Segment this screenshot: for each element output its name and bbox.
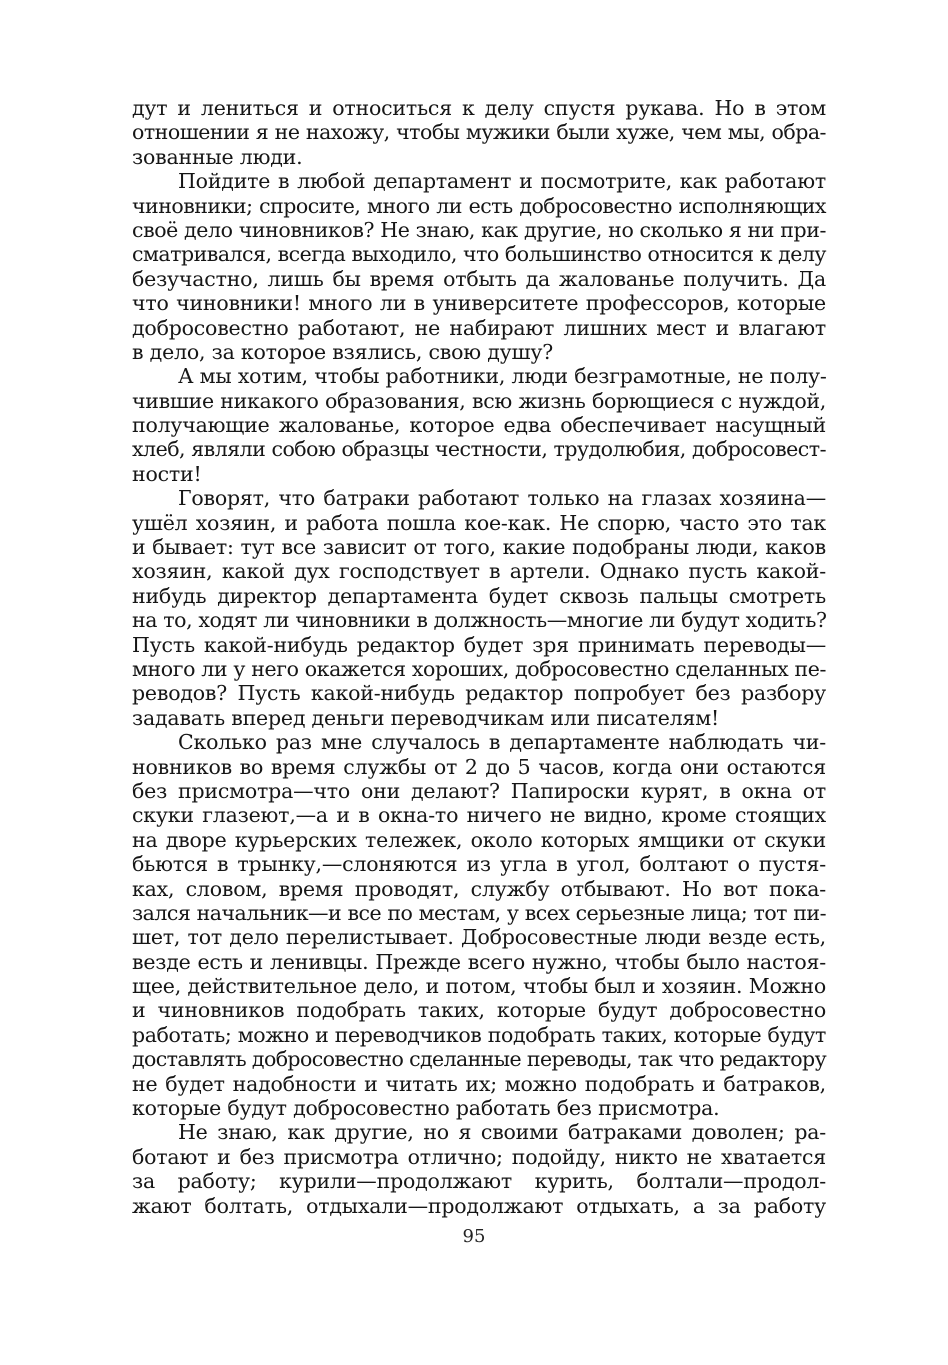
text-line: реводов? Пусть какой-нибудь редактор попробует без разбору bbox=[132, 681, 826, 706]
text-line: щее, действительное дело, и потом, чтобы был и хозяин. Можно bbox=[132, 974, 826, 999]
text-line: не будет надобности и читать их; можно подобрать и батраков, bbox=[132, 1071, 826, 1096]
text-line: А мы хотим, чтобы работники, люди безграмотные, не полу- bbox=[178, 364, 827, 389]
text-line: без присмотра—что они делают? Папироски курят, в окна от bbox=[132, 778, 826, 803]
text-line: на то, ходят ли чиновники в должность—многие ли будут ходить? bbox=[132, 608, 827, 633]
text-line: нибудь директор департамента будет сквозь пальцы смотреть bbox=[132, 583, 826, 608]
text-line: бьются в трынку,—слоняются из угла в угол, болтают о пустя- bbox=[132, 852, 826, 877]
text-line: которые будут добросовестно работать без присмотра. bbox=[132, 1096, 720, 1121]
text-line: что чиновники! много ли в университете профессоров, которые bbox=[132, 291, 826, 316]
text-line: безучастно, лишь бы время отбыть да жалованье получить. Да bbox=[132, 266, 826, 291]
text-line: хозяин, какой дух господствует в артели. Однако пусть какой- bbox=[132, 559, 826, 584]
text-line: ботают и без присмотра отлично; подойду, никто не хватается bbox=[132, 1144, 826, 1169]
text-line: отношении я не нахожу, чтобы мужики были хуже, чем мы, обра- bbox=[132, 120, 826, 145]
text-line: шет, тот дело перелистывает. Добросовестные люди везде есть, bbox=[132, 925, 826, 950]
text-line: на дворе курьерских тележек, около которых ямщики от скуки bbox=[132, 827, 826, 852]
text-line: ках, словом, время проводят, службу отбывают. Но вот пока- bbox=[132, 876, 826, 901]
text-line: хлеб, являли собою образцы честности, трудолюбия, добросовест- bbox=[132, 437, 826, 462]
text-line: жают болтать, отдыхали—продолжают отдыхать, а за работу bbox=[132, 1193, 826, 1218]
text-line: добросовестно работают, не набирают лишних мест и влагают bbox=[132, 315, 826, 340]
text-line: скуки глазеют,—а и в окна-то ничего не видно, кроме стоящих bbox=[132, 803, 826, 828]
text-line: доставлять добросовестно сделанные переводы, так что редактору bbox=[132, 1047, 827, 1072]
text-line: и бывает: тут все зависит от того, какие подобраны люди, каков bbox=[132, 535, 826, 560]
text-line: задавать вперед деньги переводчикам или писателям! bbox=[132, 705, 720, 730]
body-text bbox=[132, 96, 826, 1218]
text-line: за работу; курили—продолжают курить, болтали—продол- bbox=[132, 1169, 826, 1194]
text-line: чившие никакого образования, всю жизнь борющиеся с нуждой, bbox=[132, 388, 826, 413]
text-line: везде есть и ленивцы. Прежде всего нужно, чтобы было настоя- bbox=[132, 949, 826, 974]
text-line: новников во время службы от 2 до 5 часов, когда они остаются bbox=[132, 754, 826, 779]
text-line: зованные люди. bbox=[132, 144, 303, 169]
text-line: своё дело чиновников? Не знаю, как другие, но сколько я ни при- bbox=[132, 217, 826, 242]
text-line: Пусть какой-нибудь редактор будет зря принимать переводы— bbox=[132, 632, 826, 657]
text-line: получающие жалованье, которое едва обеспечивает насущный bbox=[132, 413, 826, 438]
text-line: много ли у него окажется хороших, добросовестно сделанных пе- bbox=[132, 656, 826, 681]
text-line: в дело, за которое взялись, свою душу? bbox=[132, 339, 554, 364]
text-line: Сколько раз мне случалось в департаменте наблюдать чи- bbox=[178, 730, 826, 755]
page-number: 95 bbox=[462, 1226, 486, 1247]
text-line: сматривался, всегда выходило, что большинство относится к делу bbox=[132, 242, 826, 267]
text-line: Не знаю, как другие, но я своими батраками доволен; ра- bbox=[178, 1120, 826, 1145]
text-line: чиновники; спросите, много ли есть добросовестно исполняющих bbox=[132, 193, 826, 218]
text-line: зался начальник—и все по местам, у всех серьезные лица; тот пи- bbox=[132, 900, 826, 925]
text-line: работать; можно и переводчиков подобрать таких, которые будут bbox=[132, 1022, 826, 1047]
text-line: ушёл хозяин, и работа пошла кое-как. Не спорю, часто это так bbox=[132, 510, 826, 535]
text-line: дут и лениться и относиться к делу спустя рукава. Но в этом bbox=[132, 96, 826, 120]
text-line: Говорят, что батраки работают только на глазах хозяина— bbox=[178, 486, 826, 511]
text-line: ности! bbox=[132, 461, 202, 486]
text-line: и чиновников подобрать таких, которые будут добросовестно bbox=[132, 998, 826, 1023]
text-line: Пойдите в любой департамент и посмотрите, как работают bbox=[178, 169, 826, 194]
